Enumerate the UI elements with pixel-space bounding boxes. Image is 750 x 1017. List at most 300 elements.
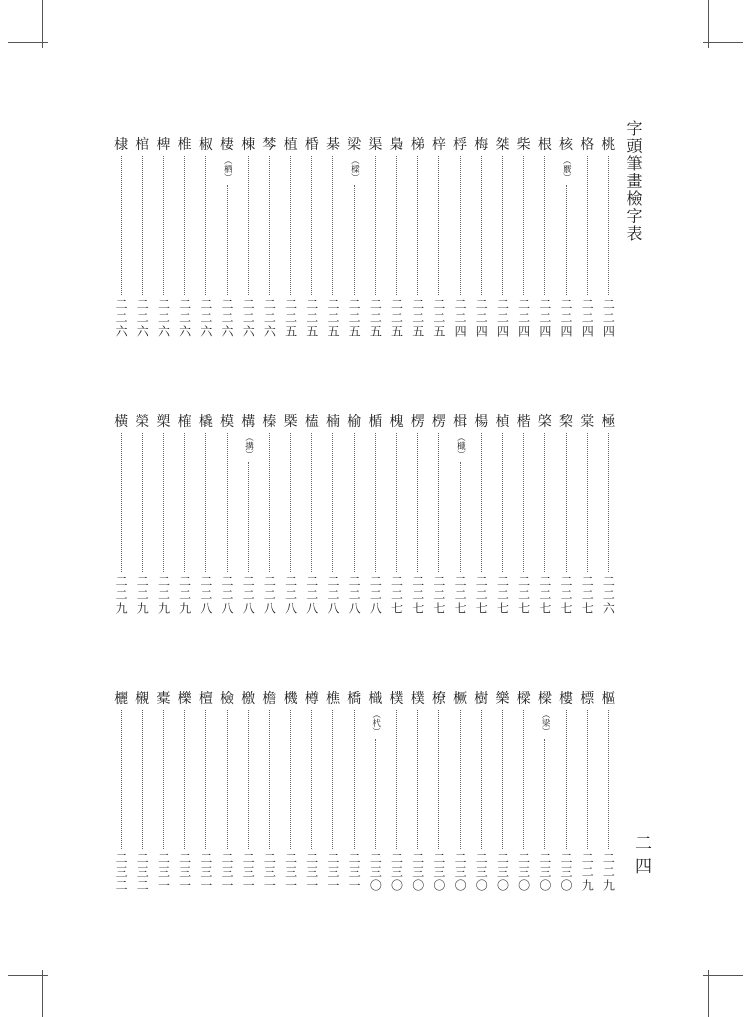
entry-page-number: 二二九 — [580, 851, 595, 892]
entry-character: 欐 — [114, 691, 129, 707]
index-entry — [280, 692, 301, 892]
index-entry — [301, 415, 322, 615]
dot-leader — [142, 156, 143, 295]
index-entry — [428, 692, 449, 892]
entry-character: 槩 — [283, 414, 298, 430]
entry-page-number: 二二八 — [347, 574, 362, 615]
entry-page-number: 二二七 — [516, 574, 531, 615]
dot-leader — [502, 433, 503, 572]
dot-leader — [354, 710, 355, 849]
dot-leader — [438, 433, 439, 572]
entry-page-number: 二三〇 — [368, 851, 383, 892]
entry-character: 桀 — [495, 137, 510, 153]
running-header-title: 字頭筆畫檢字表 — [624, 120, 643, 243]
entry-variant-form: （樑） — [349, 156, 360, 182]
dot-leader — [311, 433, 312, 572]
entry-page-number: 二二九 — [135, 574, 150, 615]
entry-page-number: 二三一 — [347, 851, 362, 892]
dot-leader — [142, 433, 143, 572]
index-entry — [174, 415, 195, 615]
entry-page-number: 二二七 — [453, 574, 468, 615]
entry-page-number: 二三一 — [156, 851, 171, 892]
crop-mark-bottom-right-vertical — [708, 970, 709, 1017]
entry-character: 棟 — [241, 137, 256, 153]
dot-leader — [566, 185, 567, 295]
entry-character: 椎 — [177, 137, 192, 153]
entry-character: 樑 — [537, 691, 552, 707]
entry-variant-form: （栖） — [222, 156, 233, 182]
dot-leader — [566, 433, 567, 572]
crop-mark-top-right-vertical — [708, 0, 709, 48]
entry-character: 楊 — [474, 414, 489, 430]
index-entry — [577, 138, 598, 338]
index-entry — [195, 415, 216, 615]
dot-leader — [290, 156, 291, 295]
index-entry — [534, 692, 555, 892]
entry-character: 棔 — [304, 137, 319, 153]
dot-leader — [269, 433, 270, 572]
dot-leader — [438, 156, 439, 295]
dot-leader — [269, 710, 270, 849]
dot-leader — [375, 739, 376, 849]
index-entry — [555, 415, 576, 615]
dot-leader — [163, 710, 164, 849]
dot-leader — [121, 156, 122, 295]
entry-page-number: 二二八 — [304, 574, 319, 615]
entry-page-number: 二二七 — [537, 574, 552, 615]
index-entry — [471, 692, 492, 892]
entry-page-number: 二二四 — [537, 297, 552, 338]
entry-page-number: 二二四 — [453, 297, 468, 338]
entry-page-number: 二二五 — [410, 297, 425, 338]
index-entry — [365, 692, 386, 892]
index-entry — [365, 138, 386, 338]
entry-variant-form: （覈） — [561, 156, 572, 182]
index-entry — [111, 138, 132, 338]
entry-character: 榷 — [177, 414, 192, 430]
entry-character: 楫 — [453, 414, 468, 430]
entry-character: 梁 — [347, 137, 362, 153]
index-entry — [216, 692, 237, 892]
entry-page-number: 二三一 — [304, 851, 319, 892]
index-entry — [216, 415, 237, 615]
entry-character: 橋 — [347, 691, 362, 707]
dot-leader — [417, 156, 418, 295]
entry-page-number: 二二四 — [559, 297, 574, 338]
entry-character: 渠 — [368, 137, 383, 153]
entry-page-number: 二二六 — [114, 297, 129, 338]
entry-character: 椒 — [198, 137, 213, 153]
entry-character: 橇 — [198, 414, 213, 430]
dot-leader — [566, 710, 567, 849]
dot-leader — [354, 433, 355, 572]
dot-leader — [375, 433, 376, 572]
dot-leader — [460, 710, 461, 849]
dot-leader — [121, 433, 122, 572]
entry-character: 樵 — [325, 691, 340, 707]
entry-character: 桃 — [601, 137, 616, 153]
dot-leader — [544, 433, 545, 572]
dot-leader — [481, 156, 482, 295]
entry-page-number: 二三二 — [114, 851, 129, 892]
dot-leader — [375, 156, 376, 295]
entry-character: 棣 — [114, 137, 129, 153]
entry-page-number: 二二八 — [198, 574, 213, 615]
index-entry — [450, 138, 471, 338]
entry-character: 根 — [537, 137, 552, 153]
dot-leader — [332, 710, 333, 849]
entry-page-number: 二二六 — [198, 297, 213, 338]
entry-page-number: 二二九 — [114, 574, 129, 615]
index-entry — [238, 138, 259, 338]
index-entry — [301, 138, 322, 338]
entry-page-number: 二二七 — [389, 574, 404, 615]
entry-page-number: 二二七 — [559, 574, 574, 615]
entry-page-number: 二二七 — [410, 574, 425, 615]
index-entry — [598, 415, 619, 615]
index-entry — [428, 138, 449, 338]
entry-character: 棠 — [580, 414, 595, 430]
entry-page-number: 二三〇 — [516, 851, 531, 892]
dot-leader — [248, 462, 249, 572]
index-entry — [513, 692, 534, 892]
index-entry — [195, 138, 216, 338]
index-entry — [407, 138, 428, 338]
entry-page-number: 二三一 — [283, 851, 298, 892]
dot-leader — [608, 710, 609, 849]
entry-character: 棺 — [135, 137, 150, 153]
index-entry — [428, 415, 449, 615]
dot-leader — [205, 433, 206, 572]
dot-leader — [417, 710, 418, 849]
dot-leader — [587, 156, 588, 295]
entry-page-number: 二三一 — [177, 851, 192, 892]
dot-leader — [587, 710, 588, 849]
dot-leader — [311, 156, 312, 295]
index-entry — [174, 138, 195, 338]
dot-leader — [608, 156, 609, 295]
index-block-middle — [110, 415, 619, 615]
entry-character: 檀 — [198, 691, 213, 707]
entry-character: 梓 — [431, 137, 446, 153]
crop-mark-bottom-left-horizontal — [8, 975, 48, 976]
index-entry — [407, 692, 428, 892]
dot-leader — [396, 156, 397, 295]
dot-leader — [290, 710, 291, 849]
entry-variant-form: （搆） — [243, 433, 254, 459]
index-entry — [365, 415, 386, 615]
entry-character: 樸 — [410, 691, 425, 707]
index-entry — [386, 692, 407, 892]
crop-mark-top-left-horizontal — [8, 42, 48, 43]
dot-leader — [290, 433, 291, 572]
entry-character: 楯 — [368, 414, 383, 430]
index-entry — [344, 692, 365, 892]
index-entry — [492, 138, 513, 338]
entry-character: 槊 — [156, 414, 171, 430]
entry-page-number: 二三一 — [241, 851, 256, 892]
entry-character: 榆 — [347, 414, 362, 430]
dot-leader — [523, 433, 524, 572]
entry-character: 槐 — [389, 414, 404, 430]
index-entry — [344, 415, 365, 615]
index-entry — [450, 415, 471, 615]
index-entry — [471, 415, 492, 615]
entry-page-number: 二二五 — [431, 297, 446, 338]
index-entry — [407, 415, 428, 615]
index-entry — [386, 138, 407, 338]
entry-page-number: 二三〇 — [389, 851, 404, 892]
dot-leader — [311, 710, 312, 849]
entry-character: 榼 — [304, 414, 319, 430]
dot-leader — [396, 710, 397, 849]
entry-page-number: 二二四 — [474, 297, 489, 338]
index-entry — [238, 415, 259, 615]
entry-character: 樹 — [474, 691, 489, 707]
entry-character: 櫬 — [135, 691, 150, 707]
entry-page-number: 二二七 — [474, 574, 489, 615]
dot-leader — [438, 710, 439, 849]
dot-leader — [608, 433, 609, 572]
entry-page-number: 二二八 — [283, 574, 298, 615]
entry-page-number: 二二五 — [325, 297, 340, 338]
entry-character: 榛 — [262, 414, 277, 430]
entry-character: 榮 — [135, 414, 150, 430]
dot-leader — [354, 185, 355, 295]
entry-character: 棽 — [262, 137, 277, 153]
entry-character: 橫 — [114, 414, 129, 430]
entry-character: 橐 — [156, 691, 171, 707]
index-entry — [598, 692, 619, 892]
entry-character: 樴 — [368, 691, 383, 707]
entry-character: 樸 — [389, 691, 404, 707]
entry-page-number: 二二八 — [220, 574, 235, 615]
entry-character: 樑 — [516, 691, 531, 707]
index-entry — [322, 138, 343, 338]
entry-character: 楞 — [410, 414, 425, 430]
entry-character: 機 — [283, 691, 298, 707]
index-entry — [195, 692, 216, 892]
dot-leader — [502, 156, 503, 295]
entry-character: 楨 — [495, 414, 510, 430]
entry-page-number: 二三一 — [325, 851, 340, 892]
entry-character: 柴 — [516, 137, 531, 153]
index-entry — [280, 415, 301, 615]
entry-page-number: 二二四 — [580, 297, 595, 338]
entry-page-number: 二二七 — [580, 574, 595, 615]
entry-page-number: 二三〇 — [537, 851, 552, 892]
entry-variant-form: （檝） — [455, 433, 466, 459]
index-entry — [344, 138, 365, 338]
dot-leader — [544, 156, 545, 295]
entry-character: 椑 — [156, 137, 171, 153]
index-entry — [111, 415, 132, 615]
index-entry — [471, 138, 492, 338]
index-entry — [280, 138, 301, 338]
entry-page-number: 二二九 — [156, 574, 171, 615]
dot-leader — [544, 739, 545, 849]
index-block-top — [110, 138, 619, 338]
entry-page-number: 二二六 — [135, 297, 150, 338]
index-entry — [492, 692, 513, 892]
entry-character: 橛 — [453, 691, 468, 707]
dot-leader — [121, 710, 122, 849]
dot-leader — [481, 433, 482, 572]
entry-page-number: 二二五 — [304, 297, 319, 338]
index-entry — [216, 138, 237, 338]
entry-character: 檄 — [241, 691, 256, 707]
page-number: 二四 — [631, 834, 651, 880]
dot-leader — [248, 710, 249, 849]
entry-page-number: 二二六 — [241, 297, 256, 338]
index-entry — [301, 692, 322, 892]
index-entry — [132, 415, 153, 615]
dot-leader — [184, 433, 185, 572]
entry-page-number: 二二四 — [516, 297, 531, 338]
entry-page-number: 二二八 — [241, 574, 256, 615]
entry-page-number: 二二四 — [495, 297, 510, 338]
dot-leader — [184, 710, 185, 849]
entry-page-number: 二二八 — [262, 574, 277, 615]
crop-mark-top-left-vertical — [42, 0, 43, 48]
dot-leader — [205, 710, 206, 849]
entry-character: 棊 — [325, 137, 340, 153]
index-entry — [174, 692, 195, 892]
dot-leader — [417, 433, 418, 572]
index-entry — [153, 138, 174, 338]
entry-page-number: 二三一 — [198, 851, 213, 892]
entry-character: 棲 — [220, 137, 235, 153]
index-entry — [492, 415, 513, 615]
entry-character: 梯 — [410, 137, 425, 153]
dot-leader — [396, 433, 397, 572]
entry-character: 棨 — [537, 414, 552, 430]
entry-character: 格 — [580, 137, 595, 153]
entry-page-number: 二三〇 — [495, 851, 510, 892]
crop-mark-top-right-horizontal — [703, 42, 743, 43]
entry-page-number: 二三〇 — [474, 851, 489, 892]
index-entry — [555, 692, 576, 892]
entry-page-number: 二三一 — [262, 851, 277, 892]
dot-leader — [460, 156, 461, 295]
entry-page-number: 二二六 — [220, 297, 235, 338]
dot-leader — [184, 156, 185, 295]
dot-leader — [332, 433, 333, 572]
entry-page-number: 二三〇 — [431, 851, 446, 892]
entry-character: 梅 — [474, 137, 489, 153]
entry-page-number: 二二五 — [347, 297, 362, 338]
entry-character: 模 — [220, 414, 235, 430]
dot-leader — [502, 710, 503, 849]
dot-leader — [205, 156, 206, 295]
index-entry — [153, 692, 174, 892]
entry-page-number: 二二九 — [177, 574, 192, 615]
entry-character: 桴 — [453, 137, 468, 153]
entry-character: 核 — [559, 137, 574, 153]
dot-leader — [163, 433, 164, 572]
entry-character: 樓 — [559, 691, 574, 707]
dot-leader — [460, 462, 461, 572]
crop-mark-bottom-left-vertical — [42, 970, 43, 1017]
entry-character: 極 — [601, 414, 616, 430]
entry-character: 標 — [580, 691, 595, 707]
index-entry — [534, 415, 555, 615]
dot-leader — [248, 156, 249, 295]
index-entry — [132, 692, 153, 892]
index-entry — [577, 415, 598, 615]
index-entry — [259, 692, 280, 892]
entry-page-number: 二二七 — [431, 574, 446, 615]
index-block-bottom — [110, 692, 619, 892]
entry-page-number: 二二四 — [601, 297, 616, 338]
entry-character: 梟 — [389, 137, 404, 153]
dot-leader — [523, 156, 524, 295]
index-entry — [238, 692, 259, 892]
entry-character: 櫟 — [177, 691, 192, 707]
index-entry — [450, 692, 471, 892]
entry-page-number: 二二六 — [177, 297, 192, 338]
dot-leader — [227, 710, 228, 849]
crop-mark-bottom-right-horizontal — [703, 975, 743, 976]
entry-page-number: 二二七 — [495, 574, 510, 615]
dot-leader — [481, 710, 482, 849]
dot-leader — [269, 156, 270, 295]
entry-character: 楞 — [431, 414, 446, 430]
entry-page-number: 二二九 — [601, 851, 616, 892]
index-entry — [153, 415, 174, 615]
entry-page-number: 二三〇 — [410, 851, 425, 892]
entry-page-number: 二二六 — [156, 297, 171, 338]
index-entry — [598, 138, 619, 338]
entry-character: 樽 — [304, 691, 319, 707]
entry-character: 楠 — [325, 414, 340, 430]
entry-page-number: 二三二 — [135, 851, 150, 892]
entry-page-number: 二二五 — [368, 297, 383, 338]
entry-page-number: 二二五 — [389, 297, 404, 338]
dot-leader — [163, 156, 164, 295]
dot-leader — [142, 710, 143, 849]
index-entry — [577, 692, 598, 892]
entry-character: 構 — [241, 414, 256, 430]
entry-page-number: 二二六 — [262, 297, 277, 338]
entry-page-number: 二二八 — [325, 574, 340, 615]
index-entry — [259, 138, 280, 338]
index-entry — [386, 415, 407, 615]
entry-page-number: 二二八 — [368, 574, 383, 615]
index-entry — [513, 138, 534, 338]
entry-page-number: 二三一 — [220, 851, 235, 892]
index-entry — [111, 692, 132, 892]
index-entry — [132, 138, 153, 338]
entry-page-number: 二二六 — [601, 574, 616, 615]
entry-character: 檐 — [262, 691, 277, 707]
entry-character: 檢 — [220, 691, 235, 707]
entry-character: 樞 — [601, 691, 616, 707]
entry-character: 橑 — [431, 691, 446, 707]
dot-leader — [227, 185, 228, 295]
entry-variant-form: （梁） — [540, 710, 551, 736]
entry-page-number: 二二五 — [283, 297, 298, 338]
dot-leader — [523, 710, 524, 849]
entry-character: 植 — [283, 137, 298, 153]
index-entry — [555, 138, 576, 338]
entry-character: 棃 — [559, 414, 574, 430]
entry-character: 楷 — [516, 414, 531, 430]
index-entry — [534, 138, 555, 338]
entry-page-number: 二三〇 — [559, 851, 574, 892]
index-entry — [513, 415, 534, 615]
index-entry — [259, 415, 280, 615]
